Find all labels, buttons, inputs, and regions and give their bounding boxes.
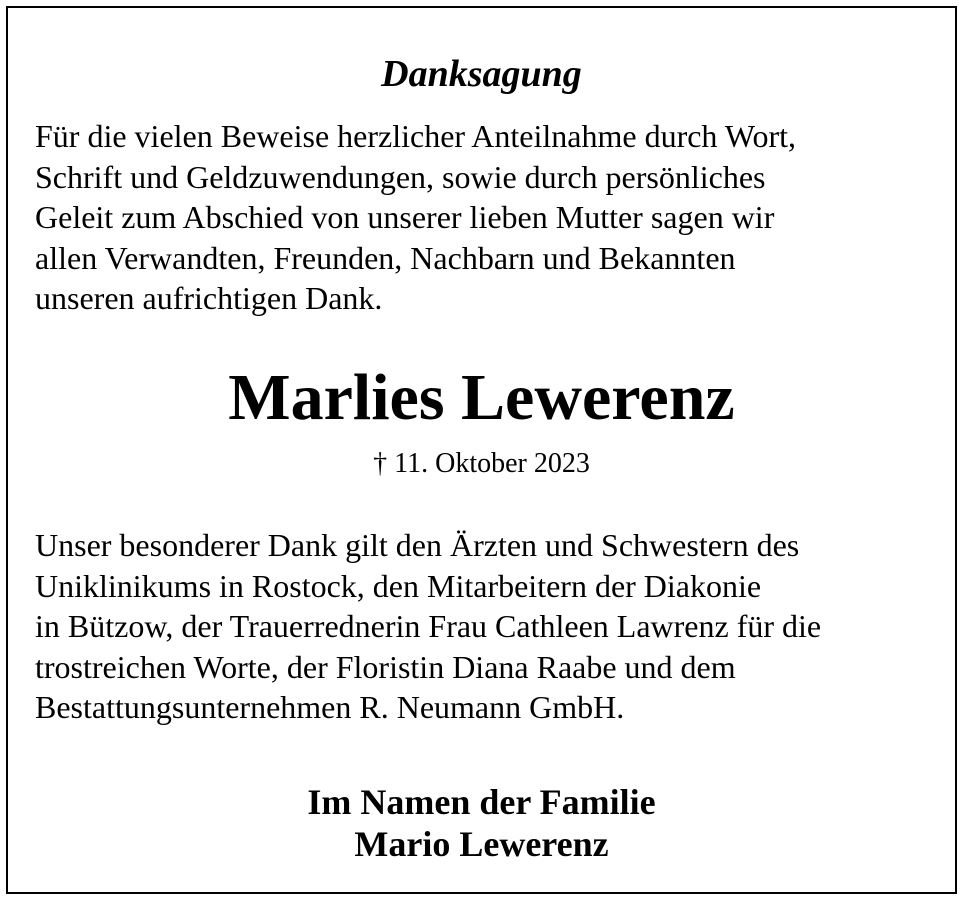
death-date: † 11. Oktober 2023 — [373, 448, 590, 479]
deceased-name: Marlies Lewerenz — [228, 361, 735, 434]
intro-line: Geleit zum Abschied von unserer lieben Mutter sagen wir — [35, 199, 775, 235]
intro-line: unseren aufrichtigen Dank. — [35, 280, 383, 316]
obituary-notice — [6, 6, 957, 894]
thanks-line: Bestattungsunternehmen R. Neumann GmbH. — [35, 689, 625, 725]
signature-line: Mario Lewerenz — [354, 824, 609, 864]
intro-paragraph — [35, 116, 935, 319]
signature-line: Im Namen der Familie — [307, 782, 656, 822]
intro-line: Für die vielen Beweise herzlicher Anteilnahme durch Wort, — [35, 118, 797, 154]
thanks-line: trostreichen Worte, der Floristin Diana Raabe und dem — [35, 648, 736, 685]
thanks-paragraph — [35, 525, 935, 728]
intro-line: allen Verwandten, Freunden, Nachbarn und Bekannten — [35, 239, 736, 276]
notice-heading: Danksagung — [381, 53, 582, 95]
thanks-line: in Bützow, der Trauerrednerin Frau Cathleen Lawrenz für die — [35, 608, 822, 644]
thanks-line: Uniklinikums in Rostock, den Mitarbeitern der Diakonie — [35, 567, 762, 604]
intro-line: Schrift und Geldzuwendungen, sowie durch persönliches — [35, 158, 766, 195]
thanks-line: Unser besonderer Dank gilt den Ärzten und Schwestern des — [35, 527, 800, 563]
signature — [8, 781, 955, 865]
